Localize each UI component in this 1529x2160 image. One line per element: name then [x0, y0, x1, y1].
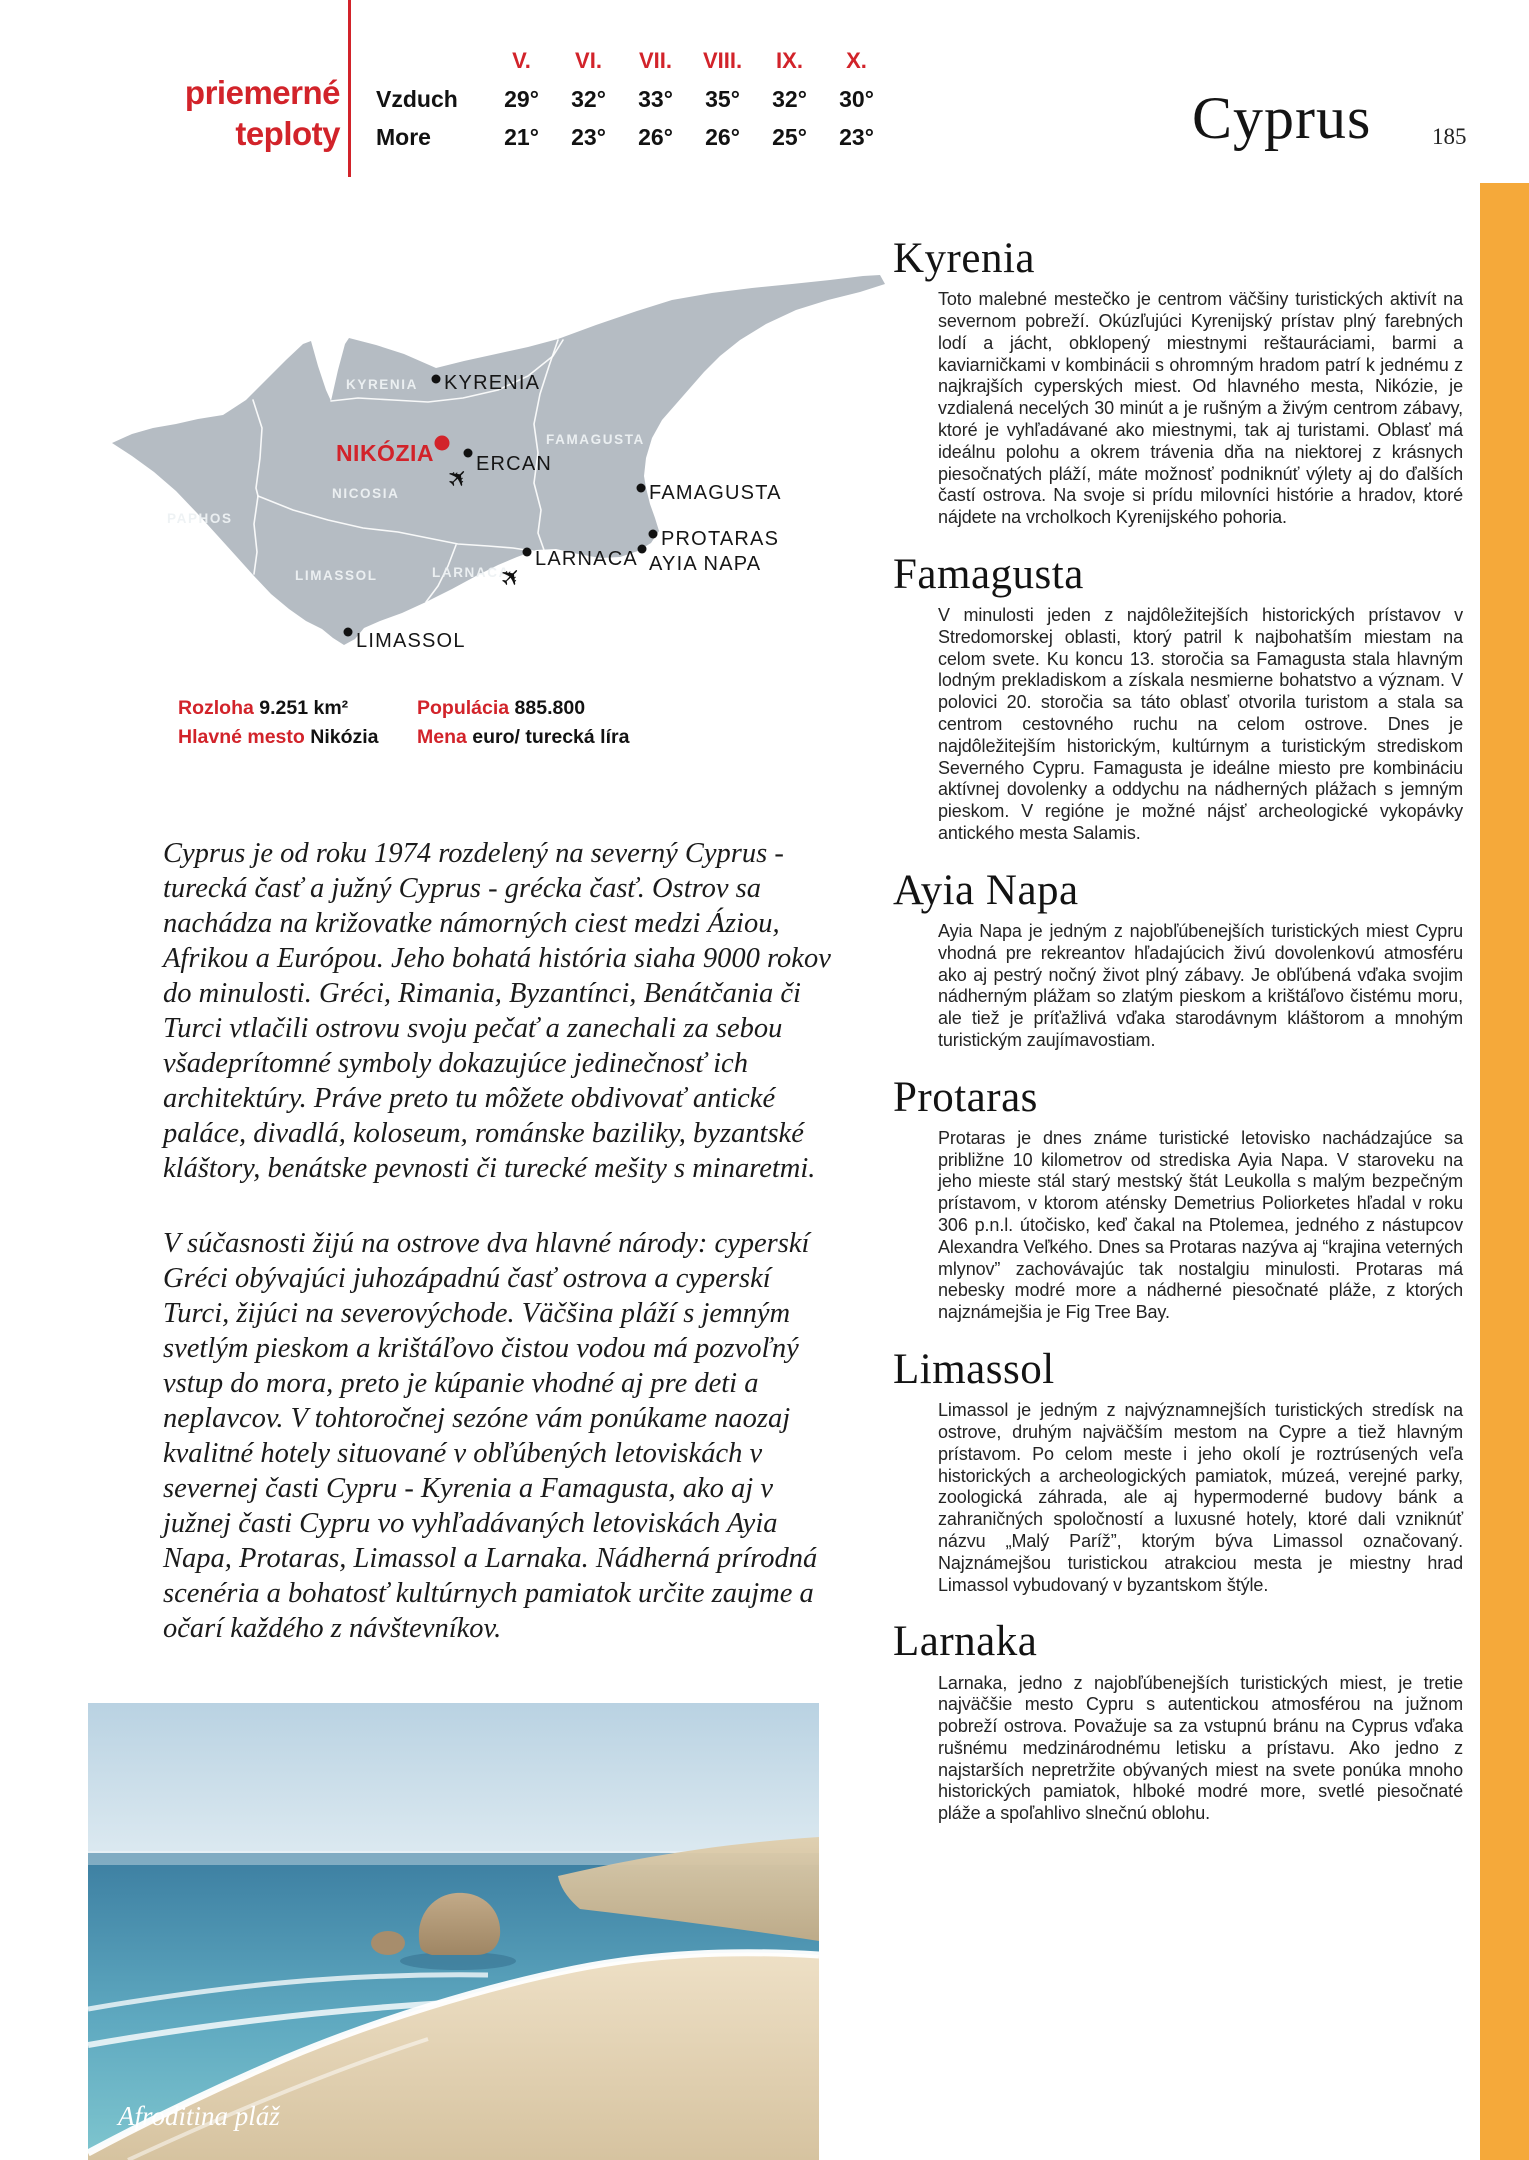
- air-temperature-row: [376, 86, 890, 124]
- city-label-ayia-napa: AYIA NAPA: [649, 553, 762, 575]
- section-larnaka: [893, 1619, 1473, 1825]
- sea-temp: 23°: [571, 124, 606, 150]
- capital-dot-nikozia: [435, 436, 450, 451]
- region-label-larnaca: LARNACA: [432, 565, 510, 580]
- sea-temperature-row: [376, 124, 890, 162]
- temps-label-line2: teploty: [235, 115, 340, 152]
- air-temp: 30°: [839, 86, 874, 112]
- page-title: Cyprus: [1192, 85, 1372, 151]
- section-text: Larnaka, jedno z najobľúbenejších turistických miest, je tretie najväčšie mesto Cypru s autentickou atmosférou na južnom pobreží ostrova. Považuje sa za vstupnú bránu na Cyprus vďaka rušnému medzinárodnému letisku a prístavu. Ako jedno z najstarších nepretržite obývaných miest na svete ponúka mnoho historických pamiatok, hlboké modré more, svetlé piesočnaté pláže a spoľahlivo slnečnú oblohu.: [938, 1672, 1463, 1824]
- month-label: VII.: [638, 48, 672, 73]
- sea-temp: 25°: [772, 124, 807, 150]
- fact-currency-value: euro/ turecká líra: [472, 726, 630, 748]
- city-dot-limassol: [344, 628, 353, 637]
- cyprus-map-svg: [108, 248, 918, 678]
- air-temp: 35°: [705, 86, 740, 112]
- intro-text: [163, 836, 835, 1686]
- city-dot-ercan: [464, 449, 473, 458]
- red-divider-rule: [348, 0, 351, 177]
- section-text: Toto malebné mestečko je centrom väčšiny turistických aktivít na severnom pobreží. Okúzľujúci Kyrenijský prístav plný farebných lodí a jácht, obklopený miestnymi reštauráciami, barmi a kaviarničkami v kombinácii s ohromným hradom patrí k jednému z najkrajších cyperských miest. Od hlavného mesta, Nikózie, je vzdialená necelých 30 minút a je rušným a živým centrom zábavy, ktoré je vyhľadávané ako miestnymi, tak aj turistami. Oblasť má ideálnu polohu a okrem trávenia dňa na niektorej z krásnych piesočnatých pláží, máte možnosť podniknúť výlety aj do ďalších častí ostrova. Na svoje si prídu milovníci histórie a hradov, ktoré nájdete na vrcholkoch Kyrenijského pohoria.: [938, 289, 1463, 528]
- fact-population-value: 885.800: [514, 697, 586, 719]
- section-title: Protaras: [893, 1073, 1038, 1121]
- temperature-table: [376, 48, 890, 162]
- fact-population-label: Populácia: [417, 697, 510, 719]
- section-ayia-napa: [893, 868, 1473, 1052]
- month-header-row: [376, 48, 890, 86]
- air-temp: 32°: [571, 86, 606, 112]
- section-text: Ayia Napa je jedným z najobľúbenejších turistických miest Cypru vhodná pre rekreantov hľadajúcich živú dovolenkovú atmosféru ako aj pestrý nočný život plný zábavy. Je obľúbená vďaka svojim nádherným plážam so zlatým pieskom a krištáľovo čistému moru, ale tiež je príťažlivá vďaka starodávnym kláštorom a mnohým turistickým zaujímavostiam.: [938, 920, 1463, 1050]
- temps-label-line1: priemerné: [184, 74, 340, 111]
- region-label-famagusta: FAMAGUSTA: [546, 432, 645, 447]
- city-label-protaras: PROTARAS: [661, 528, 780, 550]
- cyprus-map: [108, 248, 918, 678]
- fact-currency: [417, 723, 629, 752]
- city-dot-kyrenia: [432, 375, 441, 384]
- month-label: VIII.: [702, 48, 743, 73]
- city-dot-famagusta: [637, 484, 646, 493]
- city-label-ercan: ERCAN: [476, 453, 553, 475]
- sea-temp: 21°: [504, 124, 539, 150]
- city-label-larnaca: LARNACA: [535, 548, 638, 570]
- fact-area: [178, 694, 417, 723]
- facts-column-left: [178, 694, 417, 752]
- intro-paragraph-1: Cyprus je od roku 1974 rozdelený na severný Cyprus - turecká časť a južný Cyprus - grécka časť. Ostrov sa nachádza na križovatke námorných ciest medzi Áziou, Afrikou a Európou. Jeho bohatá história siaha 9000 rokov do minulosti. Gréci, Rimania, Byzantínci, Benátčania či Turci vtlačili ostrovu svoju pečať a zanechali za sebou všadeprítomné symboly dokazujúce jedinečnosť ich architektúry. Práve preto tu môžete obdivovať antické paláce, divadlá, koloseum, románske baziliky, byzantské kláštory, benátske pevnosti či turecké mešity s minaretmi.: [163, 838, 831, 1184]
- month-label: IX.: [776, 48, 803, 73]
- section-title: Ayia Napa: [893, 866, 1079, 914]
- region-label-kyrenia: KYRENIA: [346, 377, 418, 392]
- country-facts: [178, 694, 629, 752]
- month-label: X.: [846, 48, 867, 73]
- region-label-nicosia: NICOSIA: [332, 486, 400, 501]
- sea-temp: 23°: [839, 124, 874, 150]
- section-title: Limassol: [893, 1346, 1055, 1394]
- sea-temp: 26°: [705, 124, 740, 150]
- airport-icon-ercan: ✈: [440, 460, 476, 496]
- intro-paragraph-2: V súčasnosti žijú na ostrove dva hlavné národy: cyperskí Gréci obývajúci juhozápadnú časť ostrova a cyperskí Turci, žijúci na severovýchode. Väčšina pláží s jemným svetlým pieskom a krištáľovo čistou vodou má pozvoľný vstup do mora, preto je kúpanie vhodné aj pre deti a neplavcov. V tohtoročnej sezóne vám ponúkame naozaj kvalitné hotely situované v obľúbených letoviskách v severnej časti Cypru - Kyrenia a Famagusta, ako aj v južnej časti Cypru vo vyhľadávaných letoviskách Ayia Napa, Protaras, Limassol a Larnaka. Nádherná prírodná scenéria a bohatosť kultúrnych pamiatok určite zaujme a očarí každého z návštevníkov.: [163, 1228, 818, 1644]
- fact-capital: [178, 723, 417, 752]
- average-temperatures-label: [95, 72, 340, 154]
- fact-currency-label: Mena: [417, 726, 467, 748]
- region-label-limassol: LIMASSOL: [295, 568, 378, 583]
- section-text: Limassol je jedným z najvýznamnejších turistických stredísk na ostrove, druhým najväčším mestom na Cypre a tiež hlavným prístavom. Po celom meste i jeho okolí je roztrúsených veľa historických a archeologických pamiatok, múzeá, verejné parky, zoologická záhrada, ale aj hypermoderné budovy bánk a zahraničných spoločností a luxusné hotely, ktoré dali vzniknúť názvu „Malý Paríž”, ktorým býva Limassol označovaný. Najznámejšou turistickou atrakciou mesta je miestny hrad Limassol vybudovaný v byzantskom štýle.: [938, 1400, 1463, 1595]
- section-protaras: [893, 1075, 1473, 1324]
- section-text: Protaras je dnes známe turistické letovisko nachádzajúce sa približne 10 kilometrov od strediska Ayia Napa. V staroveku na jeho mieste stál starý mestský štát Leukolla s malým bezpečným prístavom, v ktorom aténsky Demetrius Poliorketes hľadal v roku 306 p.n.l. útočisko, keď čakal na Ptolemea, jedného z nástupcov Alexandra Veľkého. Dnes sa Protaras nazýva aj “krajina veterných mlynov” zachovávajúc tak nostalgiu minulosti. Protaras má nebesky modré more a nádherné piesočnaté pláže, z ktorých najznámejšia je Fig Tree Bay.: [938, 1127, 1463, 1323]
- fact-area-label: Rozloha: [178, 697, 254, 719]
- city-dot-larnaca: [523, 548, 532, 557]
- fact-capital-value: Nikózia: [310, 726, 379, 748]
- city-dot-ayia-napa: [638, 545, 647, 554]
- air-temp: 29°: [504, 86, 539, 112]
- air-temp: 33°: [638, 86, 673, 112]
- photo-caption: Afroditina pláž: [118, 2101, 280, 2131]
- section-limassol: [893, 1347, 1473, 1596]
- beach-photo-illustration: [88, 1703, 819, 2160]
- city-label-kyrenia: KYRENIA: [444, 372, 541, 394]
- resorts-column: [893, 236, 1473, 1848]
- city-label-famagusta: FAMAGUSTA: [649, 482, 782, 504]
- fact-area-value: 9.251 km²: [259, 697, 349, 719]
- facts-column-right: [417, 694, 629, 752]
- sea-temp: 26°: [638, 124, 673, 150]
- fact-capital-label: Hlavné mesto: [178, 726, 305, 748]
- capital-label-nikozia: NIKÓZIA: [335, 440, 434, 466]
- section-title: Kyrenia: [893, 235, 1035, 282]
- beach-photo: [88, 1703, 819, 2160]
- air-temp: 32°: [772, 86, 807, 112]
- orange-side-bar: [1480, 183, 1529, 2160]
- month-label: VI.: [575, 48, 602, 73]
- section-text: V minulosti jeden z najdôležitejších historických prístavov v Stredomorskej oblasti, ktorý patril k najbohatším miestam na celom svete. Ku koncu 13. storočia sa Famagusta stala hlavným lodným prekladiskom a získala nesmierne bohatstvo a význam. V polovici 20. storočia sa táto oblasť otvorila turistom a stala sa centrom cestovného ruchu na celom ostrove. Dnes je najdôležitejším historickým, kultúrnym a turistickým strediskom Severného Cypru. Famagusta je ideálne miesto pre kombináciu aktívnej dovolenky a oddychu na nádherných plážach s jemným pieskom. V regióne je možné nájsť archeologické vykopávky antického mesta Salamis.: [938, 605, 1463, 844]
- section-title: Larnaka: [893, 1618, 1038, 1666]
- section-famagusta: [893, 552, 1473, 845]
- row-label-air: Vzduch: [376, 86, 458, 112]
- airport-icon-larnaca: ✈: [493, 559, 529, 595]
- city-dot-protaras: [649, 530, 658, 539]
- section-kyrenia: [893, 236, 1473, 529]
- page-number: 185: [1432, 124, 1467, 149]
- fact-population: [417, 694, 629, 723]
- row-label-sea: More: [376, 124, 431, 150]
- section-title: Famagusta: [893, 550, 1084, 598]
- city-label-limassol: LIMASSOL: [356, 630, 466, 652]
- photo-rock-small: [371, 1931, 405, 1955]
- region-label-paphos: PAPHOS: [167, 511, 233, 526]
- month-label: V.: [512, 48, 531, 73]
